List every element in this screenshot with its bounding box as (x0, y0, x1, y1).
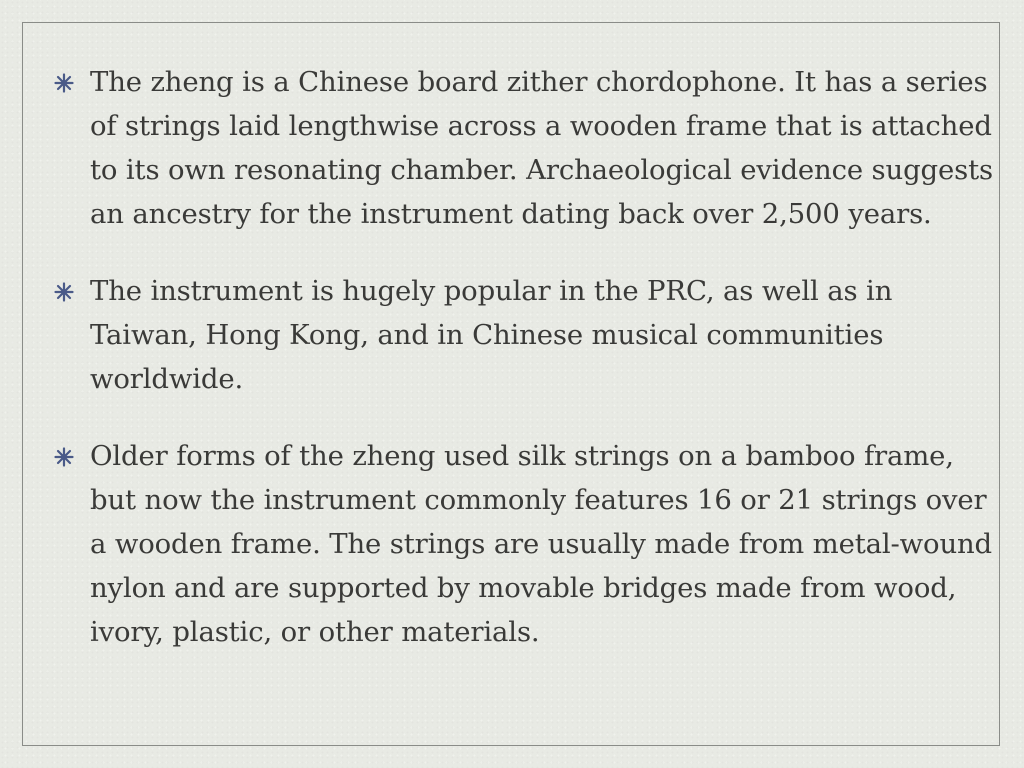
bullet-text: Older forms of the zheng used silk strings on a bamboo frame, but now the instrument commonly features 16 or 21 strings over a wooden frame. The strings are usually made from metal-wound nylon and are supported by movable bridges made from wood, ivory, plastic, or other materials. (90, 440, 993, 648)
bullet-text: The instrument is hugely popular in the PRC, as well as in Taiwan, Hong Kong, and in Chinese musical communities worldwide. (90, 275, 893, 395)
bullet-item (54, 434, 994, 654)
bullet-text: The zheng is a Chinese board zither chordophone. It has a series of strings laid lengthwise across a wooden frame that is attached to its own resonating chamber. Archaeological evidence suggests an ancestry for the instrument dating back over 2,500 years. (90, 66, 993, 230)
bullet-item (54, 269, 994, 401)
asterisk-bullet-icon (54, 447, 74, 467)
bullet-list (54, 60, 994, 687)
bullet-item (54, 60, 994, 236)
asterisk-bullet-icon (54, 282, 74, 302)
asterisk-bullet-icon (54, 73, 74, 93)
